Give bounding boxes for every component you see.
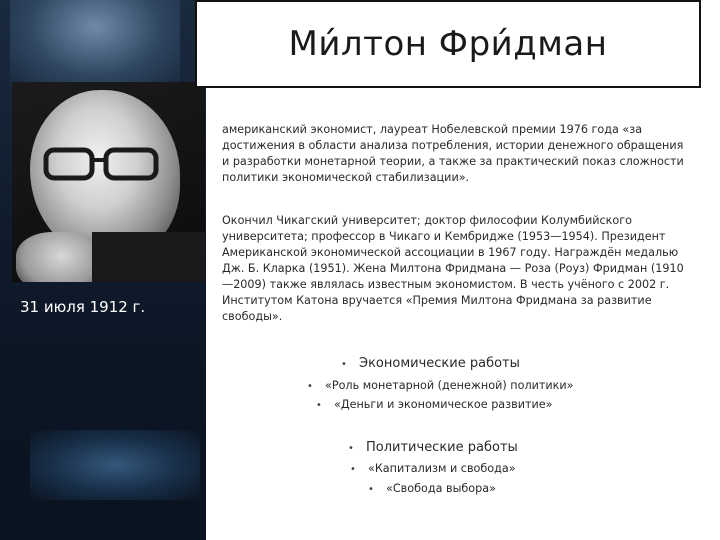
list-item-label: «Свобода выбора» (386, 482, 496, 495)
biography-paragraph: американский экономист, лауреат Нобелевской премии 1976 года «за достижения в области анализа потребления, истории денежного обращения и разработки монетарной теории, а также за практический показ сложности политики экономической стабилизации». (222, 123, 684, 184)
economic-works-heading: Экономические работы (359, 356, 520, 371)
sky-glow-top (10, 0, 180, 90)
list-item (307, 379, 574, 392)
birth-date: 31 июля 1912 г. (20, 298, 146, 316)
list-item-label: «Капитализм и свобода» (368, 462, 516, 475)
biography-paragraph: Окончил Чикагский университет; доктор философии Колумбийского университета; профессор в Чикаго и Кембридже (1953—1954). Президент Американской экономической ассоциации в 1967 году. Награждён медалью Дж. Б. Кларка (1951). Жена Милтона Фридмана — Роза (Роуз) Фридман (1910—2009) также являлась известным экономистом. В честь учёного с 2002 г. Институтом Катона вручается «Премия Милтона Фридмана за развитие свободы». (222, 214, 684, 323)
biography-text (222, 122, 692, 325)
list-item (316, 398, 553, 411)
list-item (368, 482, 496, 495)
bullet-icon: • (368, 484, 374, 495)
bullet-icon: • (307, 381, 313, 392)
bullet-icon: • (341, 359, 347, 370)
economic-works-heading-line (341, 356, 520, 371)
bullet-icon: • (350, 464, 356, 475)
political-works-heading: Политические работы (366, 440, 518, 455)
portrait-jacket (92, 232, 205, 282)
list-item-label: «Роль монетарной (денежной) политики» (325, 379, 574, 392)
portrait-photo (12, 82, 205, 282)
political-works-heading-line (348, 440, 518, 455)
page-title: Ми́лтон Фри́дман (288, 24, 608, 64)
bullet-icon: • (348, 443, 354, 454)
sky-glow-bottom (30, 430, 200, 500)
list-item-label: «Деньги и экономическое развитие» (334, 398, 553, 411)
list-item (350, 462, 516, 475)
bullet-icon: • (316, 400, 322, 411)
glasses-icon (42, 146, 162, 182)
title-box (195, 0, 701, 88)
